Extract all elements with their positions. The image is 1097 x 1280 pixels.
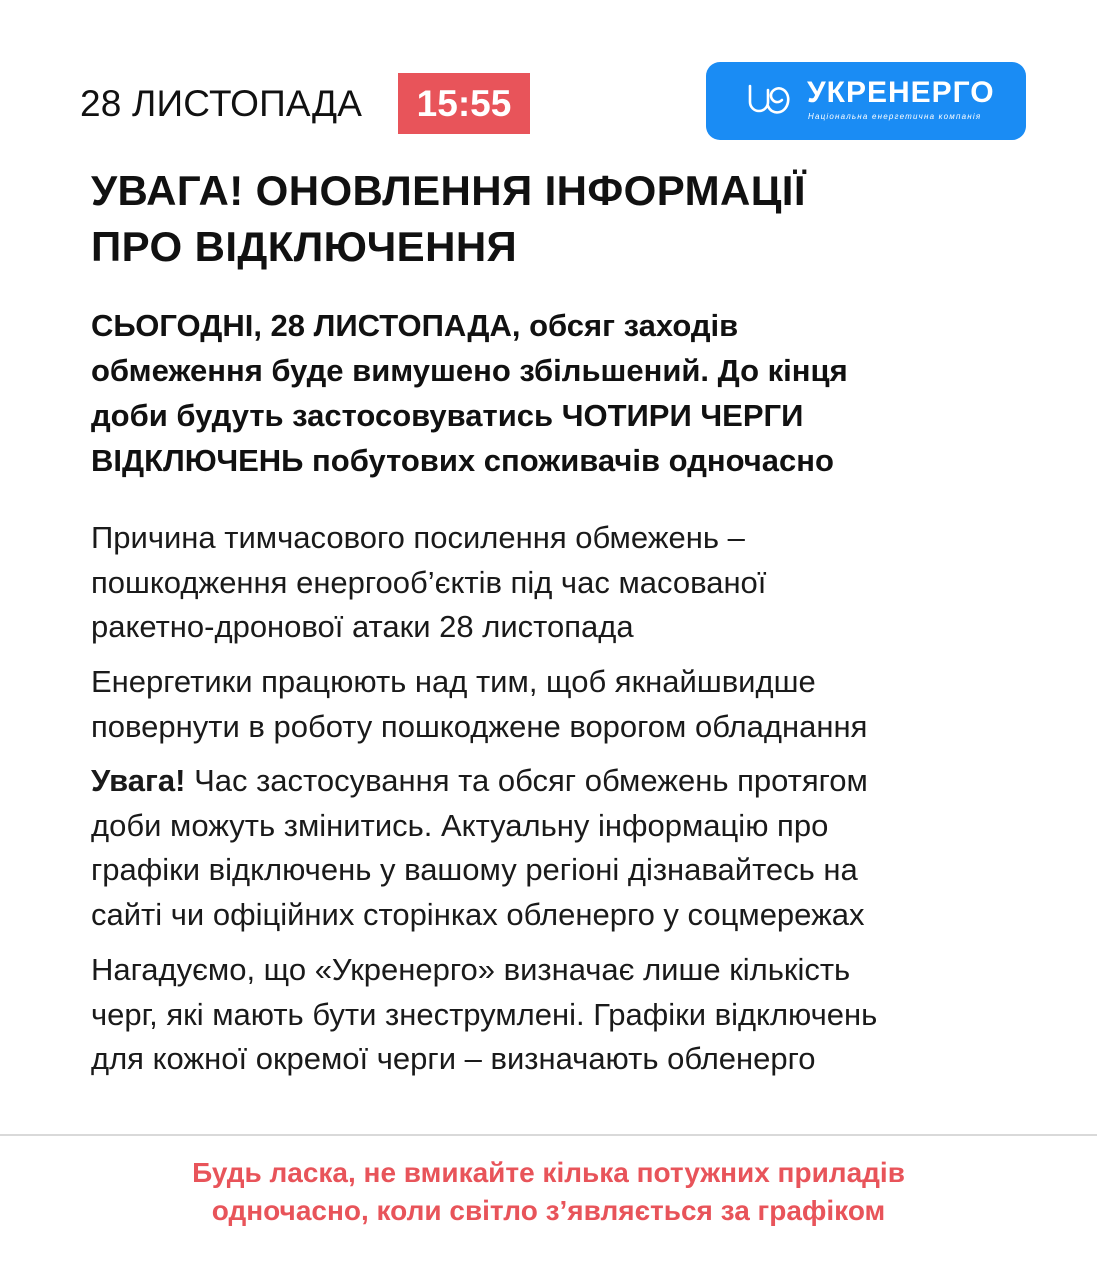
lead-line: доби будуть застосовуватись ЧОТИРИ ЧЕРГИ (91, 398, 804, 433)
paragraph-line: графіки відключень у вашому регіоні дізнавайтесь на (91, 852, 858, 887)
lead-paragraph (91, 303, 1011, 483)
paragraph-line: Нагадуємо, що «Укренерго» визначає лише кількість (91, 952, 851, 987)
date-label: 28 ЛИСТОПАДА (80, 83, 363, 124)
divider (0, 1134, 1097, 1136)
attention-paragraph (91, 759, 1011, 937)
headline-line: УВАГА! ОНОВЛЕННЯ ІНФОРМАЦІЇ (91, 167, 806, 214)
paragraph-line: Енергетики працюють над тим, щоб якнайшвидше (91, 664, 816, 699)
paragraph-line: ракетно-дронової атаки 28 листопада (91, 609, 634, 644)
lead-line: ВІДКЛЮЧЕНЬ побутових споживачів одночасно (91, 443, 834, 478)
reason-paragraph (91, 516, 1011, 650)
paragraph-line: для кожної окремої черги – визначають обленерго (91, 1041, 816, 1076)
logo-subtitle: Національна енергетична компанія (808, 112, 982, 121)
headline-line: ПРО ВІДКЛЮЧЕННЯ (91, 223, 518, 270)
time-badge: 15:55 (398, 73, 530, 134)
lead-line: СЬОГОДНІ, 28 ЛИСТОПАДА, обсяг заходів (91, 308, 739, 343)
paragraph-line: пошкодження енергооб’єктів під час масованої (91, 564, 767, 600)
paragraph-line: повернути в роботу пошкоджене ворогом обладнання (91, 708, 868, 744)
lead-line: обмеження буде вимушено збільшений. До кінця (91, 353, 848, 388)
header (80, 62, 1026, 140)
attention-label: Увага! (91, 763, 186, 798)
headline (91, 163, 1011, 275)
paragraph-line: черг, які мають бути знеструмлені. Графіки відключень (91, 996, 878, 1032)
footer-line: Будь ласка, не вмикайте кілька потужних приладів (192, 1157, 905, 1188)
paragraph-line: доби можуть змінитись. Актуальну інформацію про (91, 807, 829, 843)
ukrenergo-logo (706, 62, 1026, 140)
paragraph-line: Час застосування та обсяг обмежень протягом (185, 763, 868, 798)
logo-name: УКРЕНЕРГО (807, 76, 995, 109)
footer-line: одночасно, коли світло з’являється за графіком (211, 1195, 886, 1226)
repair-paragraph (91, 660, 1011, 749)
footer-warning (60, 1154, 1037, 1230)
reminder-paragraph (91, 948, 1011, 1082)
paragraph-line: сайті чи офіційних сторінках обленерго у соцмережах (91, 896, 865, 932)
paragraph-line: Причина тимчасового посилення обмежень – (91, 520, 745, 555)
ukrenergo-logo-icon (746, 80, 792, 122)
